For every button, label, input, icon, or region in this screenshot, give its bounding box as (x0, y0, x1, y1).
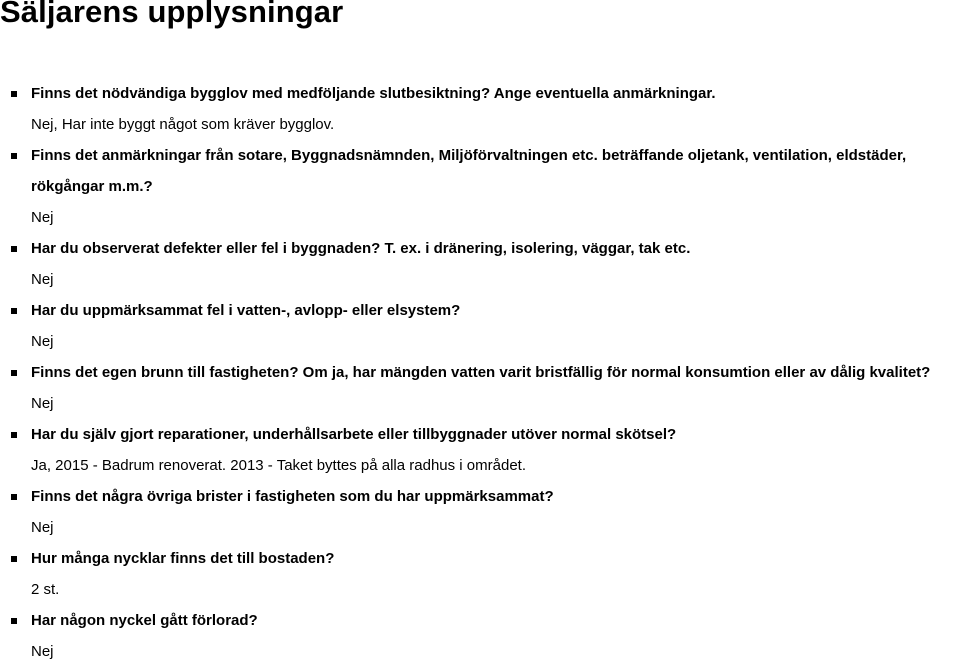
answer-text: Nej, Har inte byggt något som kräver bygglov. (31, 116, 335, 133)
answer-text: Nej (31, 643, 54, 660)
page-title: Säljarens upplysningar (0, 0, 344, 29)
question-text: Finns det några övriga brister i fastigheten som du har uppmärksammat? (31, 488, 554, 505)
bullet-icon (11, 153, 17, 159)
question-text: Har någon nyckel gått förlorad? (31, 612, 258, 629)
answer-item (0, 636, 960, 667)
question-item (0, 419, 960, 450)
question-text: Hur många nycklar finns det till bostaden? (31, 550, 335, 567)
question-text: Finns det egen brunn till fastigheten? Om ja, har mängden vatten varit bristfällig för normal konsumtion eller av dålig kvalitet? (31, 364, 931, 381)
question-text: rökgångar m.m.? (31, 178, 153, 195)
question-item (0, 481, 960, 512)
answer-item (0, 202, 960, 233)
answer-text: Nej (31, 333, 54, 350)
question-item (0, 357, 960, 388)
question-item (0, 233, 960, 264)
bullet-icon (11, 308, 17, 314)
answer-item (0, 326, 960, 357)
bullet-icon (11, 618, 17, 624)
answer-item (0, 574, 960, 605)
question-text: Har du själv gjort reparationer, underhållsarbete eller tillbyggnader utöver normal skötsel? (31, 426, 677, 443)
bullet-icon (11, 370, 17, 376)
answer-text: Ja, 2015 - Badrum renoverat. 2013 - Taket byttes på alla radhus i området. (31, 457, 526, 474)
question-text: Finns det anmärkningar från sotare, Byggnadsnämnden, Miljöförvaltningen etc. beträffande oljetank, ventilation, eldstäder, (31, 147, 907, 164)
bullet-icon (11, 246, 17, 252)
answer-text: Nej (31, 209, 54, 226)
bullet-icon (11, 91, 17, 97)
answer-text: Nej (31, 271, 54, 288)
question-text: Finns det nödvändiga bygglov med medföljande slutbesiktning? Ange eventuella anmärkningar. (31, 85, 716, 102)
question-item (0, 605, 960, 636)
bullet-icon (11, 494, 17, 500)
answer-text: Nej (31, 395, 54, 412)
answer-item (0, 109, 960, 140)
qa-list (0, 78, 960, 667)
answer-text: Nej (31, 519, 54, 536)
bullet-icon (11, 432, 17, 438)
bullet-icon (11, 556, 17, 562)
question-item (0, 78, 960, 109)
answer-text: 2 st. (31, 581, 60, 598)
answer-item (0, 388, 960, 419)
question-item-continued (0, 171, 960, 202)
question-item (0, 543, 960, 574)
question-text: Har du observerat defekter eller fel i byggnaden? T. ex. i dränering, isolering, väggar, tak etc. (31, 240, 691, 257)
answer-item (0, 450, 960, 481)
answer-item (0, 512, 960, 543)
question-text: Har du uppmärksammat fel i vatten-, avlopp- eller elsystem? (31, 302, 461, 319)
question-item (0, 140, 960, 171)
answer-item (0, 264, 960, 295)
question-item (0, 295, 960, 326)
